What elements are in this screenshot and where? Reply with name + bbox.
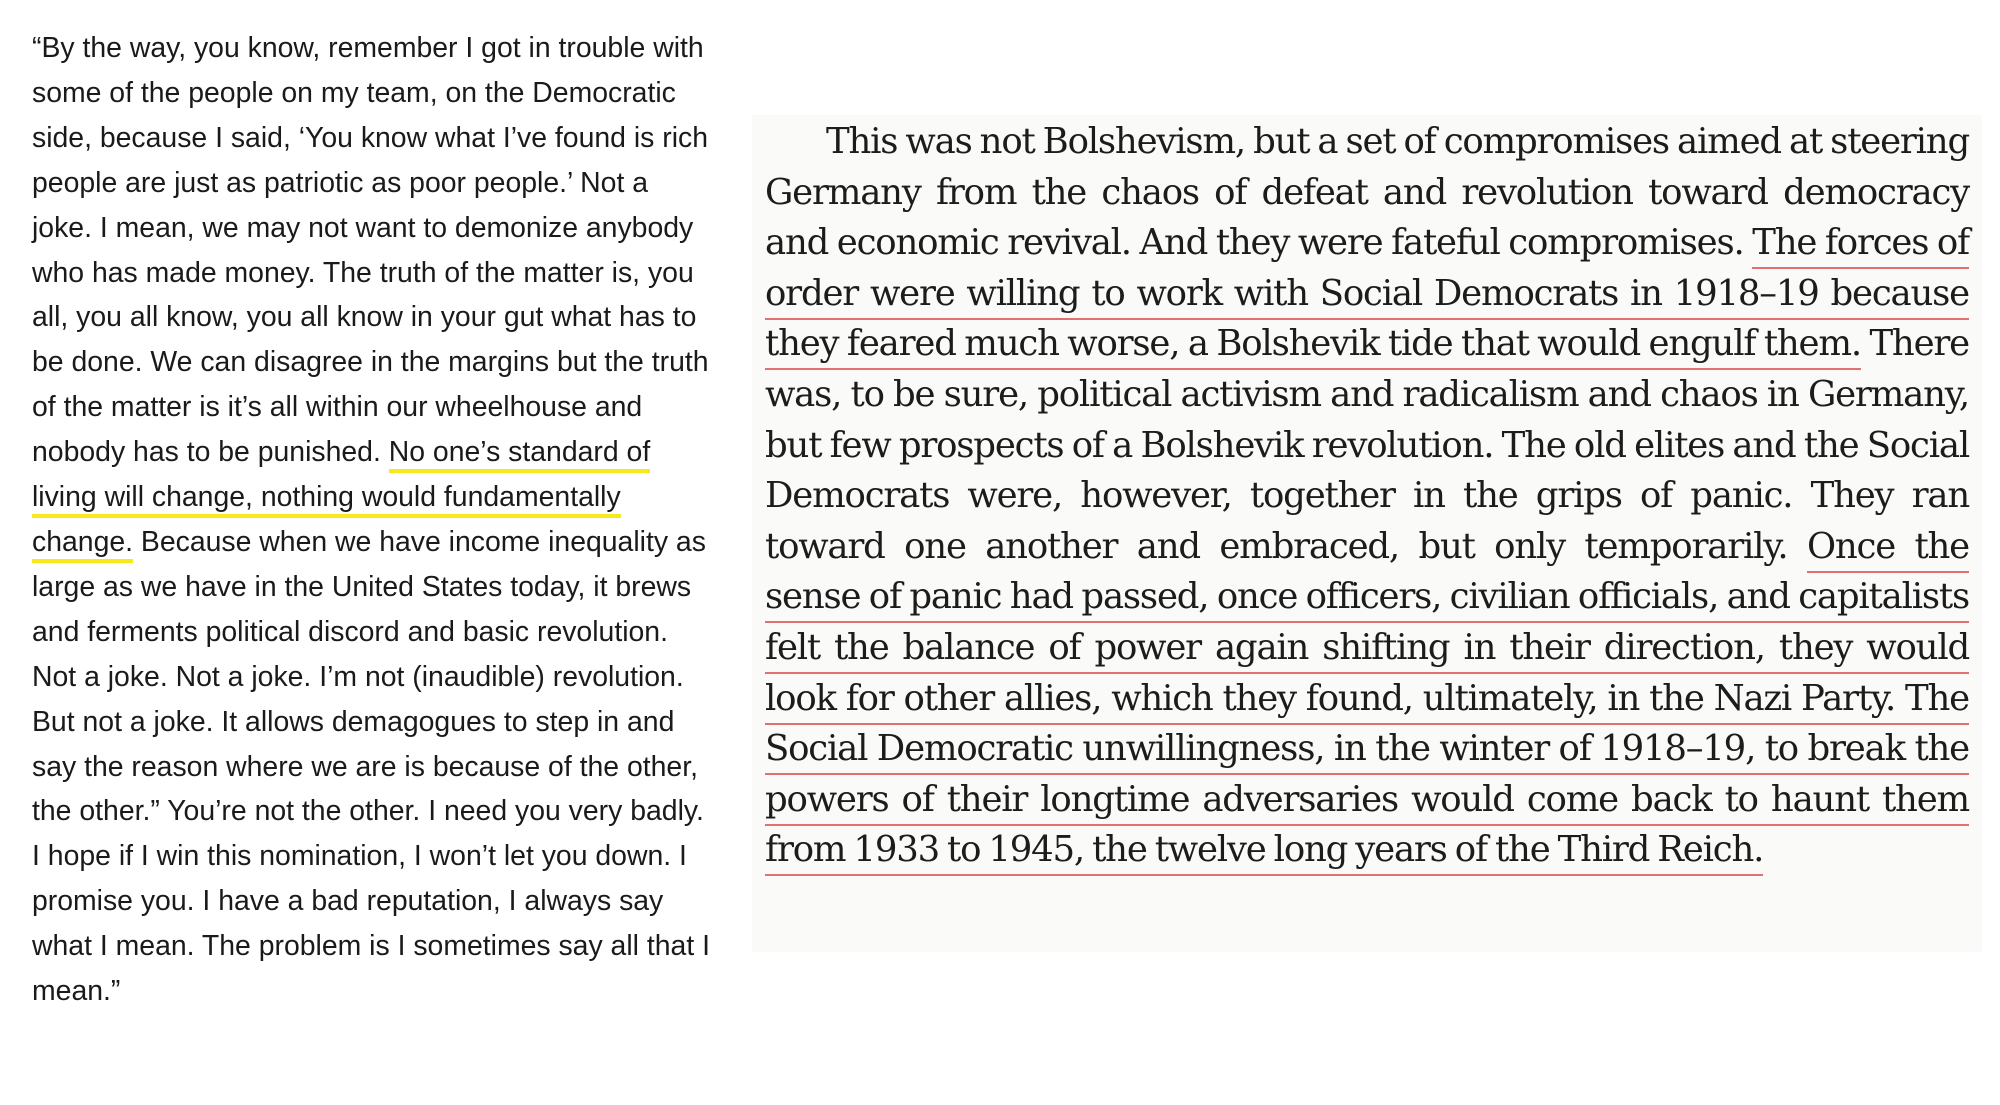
- excerpt-text-part-1: This was not Bolshevism, but a set of compromises aimed at steering Germany from the chaos of defeat and revolution toward democracy and economic revival. And they were fateful compromises.: [765, 121, 1969, 264]
- book-excerpt-panel: [752, 115, 1982, 952]
- excerpt-text-part-2: There was, to be sure, political activism and radicalism and chaos in Germany, but few prospects of a Bolshevik revolution. The old elites and the Social Democrats were, however, together in the grips of panic. They ran toward one another and embraced, but only temporarily.: [765, 323, 1969, 567]
- highlighted-quote-text: No one’s standard of living will change, nothing would fundamentally change.: [32, 436, 650, 563]
- book-excerpt-paragraph: [765, 117, 1969, 876]
- underlined-excerpt-1: The forces of order were willing to work with Social Democrats in 1918–19 because they feared much worse, a Bolshevik tide that would engulf them.: [765, 222, 1969, 370]
- quote-passage: [32, 26, 712, 1014]
- quote-text-before-highlight: “By the way, you know, remember I got in trouble with some of the people on my team, on the Democratic side, because I said, ‘You know what I’ve found is rich people are just as patriotic as poor people.’ Not a joke. I mean, we may not want to demonize anybody who has made money. The truth of the matter is, you all, you all know, you all know in your gut what has to be done. We can disagree in the margins but the truth of the matter is it’s all within our wheelhouse and nobody has to be punished.: [32, 32, 709, 469]
- underlined-excerpt-2: Once the sense of panic had passed, once officers, civilian officials, and capitalists felt the balance of power again shifting in their direction, they would look for other allies, which they found, ultimately, in the Nazi Party. The Social Democratic unwillingness, in the winter of 1918–19, to break the powers of their longtime adversaries would come back to haunt them from 1933 to 1945, the twelve long years of the Third Reich.: [765, 526, 1969, 877]
- quote-text-after-highlight: Because when we have income inequality as large as we have in the United States today, it brews and ferments political discord and basic revolution. Not a joke. Not a joke. I’m not (inaudible) revolution. But not a joke. It allows demagogues to step in and say the reason where we are is because of the other, the other.” You’re not the other. I need you very badly. I hope if I win this nomination, I won’t let you down. I promise you. I have a bad reputation, I always say what I mean. The problem is I sometimes say all that I mean.”: [32, 525, 710, 1008]
